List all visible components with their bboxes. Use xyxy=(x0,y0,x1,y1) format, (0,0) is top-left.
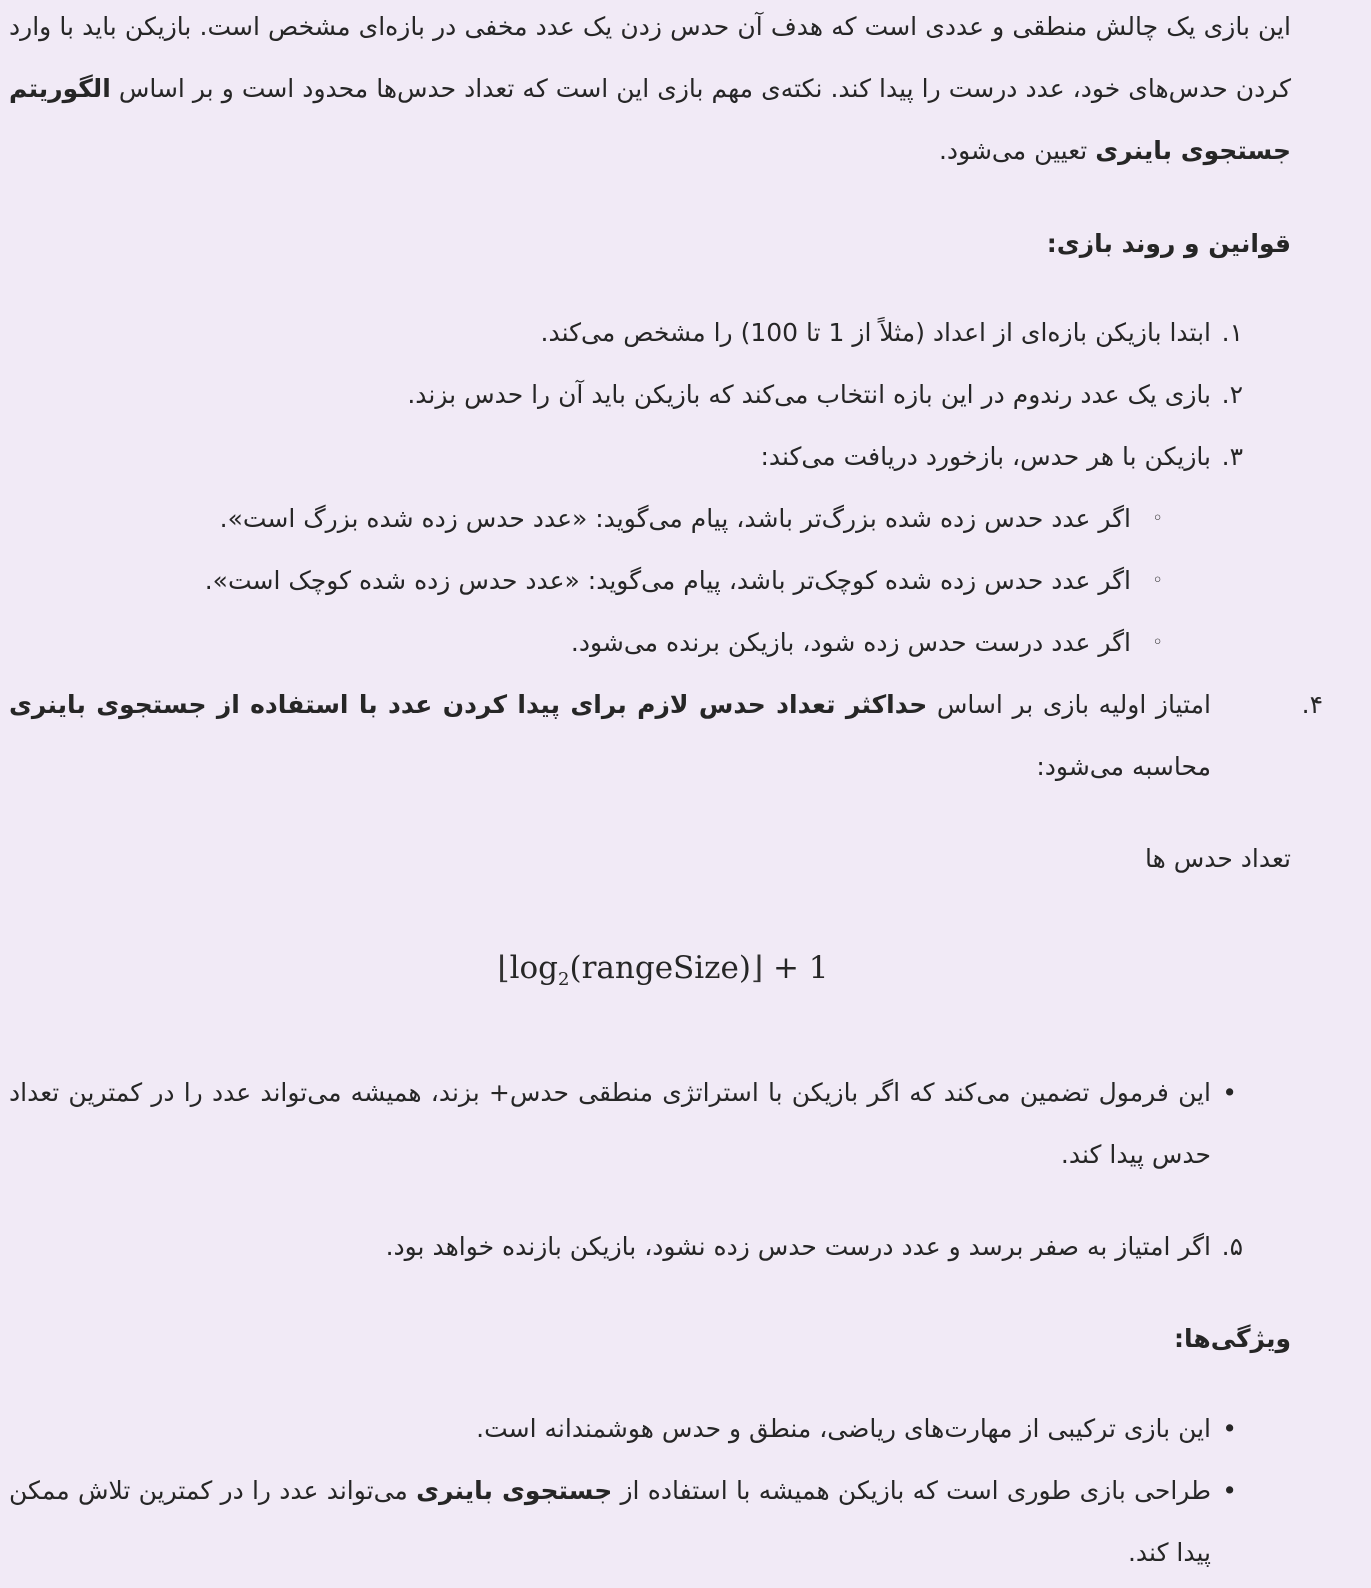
rule-text-1: ابتدا بازیکن بازه‌ای از اعداد (مثلاً از 1 تا 100) را مشخص می‌کند. xyxy=(540,318,1211,347)
feature-text-2-bold: جستجوی باینری xyxy=(416,1476,613,1506)
rule-text-4b: محاسبه می‌شود: xyxy=(1036,752,1211,781)
rule-text-2: بازی یک عدد رندوم در این بازه انتخاب می‌کند که بازیکن باید آن را حدس بزند. xyxy=(407,380,1211,409)
formula-plus-one: + 1 xyxy=(772,950,829,986)
rule-item-1 xyxy=(9,302,1291,364)
feature-item-2 xyxy=(9,1460,1291,1584)
feature-text-2a: طراحی بازی طوری است که بازیکن همیشه با استفاده از xyxy=(612,1476,1211,1506)
feedback-sublist xyxy=(9,488,1291,674)
formula-note-item xyxy=(9,1062,1291,1186)
feedback-item-bigger xyxy=(9,488,1291,550)
guesses-label: تعداد حدس ها xyxy=(1144,844,1291,873)
rule-text-3: بازیکن با هر حدس، بازخورد دریافت می‌کند: xyxy=(760,442,1211,471)
feature-text-1: این بازی ترکیبی از مهارت‌های ریاضی، منطق و حدس هوشمندانه است. xyxy=(476,1414,1211,1444)
rules-heading: قوانین و روند بازی: xyxy=(1046,229,1291,258)
bullet-icon: • xyxy=(1222,1078,1237,1108)
circle-bullet-icon: ◦ xyxy=(1152,508,1163,529)
feature-item-1 xyxy=(9,1398,1291,1460)
intro-text-2: تعیین می‌شود. xyxy=(938,136,1096,165)
feature-text-2b: می‌تواند عدد را در کمترین تلاش ممکن پیدا کند. xyxy=(9,1476,1211,1568)
features-list xyxy=(9,1398,1291,1584)
rule-marker-5: ۵. xyxy=(1221,1232,1243,1262)
rules-list xyxy=(9,302,1323,798)
floor-right-bracket: ⌋ xyxy=(750,950,764,986)
intro-paragraph xyxy=(9,0,1291,182)
feedback-item-correct xyxy=(9,612,1291,674)
formula-log-base: 2 xyxy=(558,969,570,991)
formula-note-list xyxy=(9,1062,1291,1186)
circle-bullet-icon: ◦ xyxy=(1152,570,1163,591)
circle-bullet-icon: ◦ xyxy=(1152,632,1163,653)
rule-marker-4: ۴. xyxy=(1301,690,1323,719)
formula-log: log xyxy=(509,950,559,986)
floor-left-bracket: ⌊ xyxy=(497,950,510,986)
rule-item-2 xyxy=(9,364,1291,426)
rule-text-5: اگر امتیاز به صفر برسد و عدد درست حدس زده نشود، بازیکن بازنده خواهد بود. xyxy=(385,1232,1211,1262)
feedback-item-smaller xyxy=(9,550,1291,612)
guess-count-formula xyxy=(12,938,1294,1010)
feedback-text-smaller: اگر عدد حدس زده شده کوچک‌تر باشد، پیام می‌گوید: «عدد حدس زده شده کوچک است». xyxy=(204,566,1131,595)
feedback-text-bigger: اگر عدد حدس زده شده بزرگ‌تر باشد، پیام می‌گوید: «عدد حدس زده شده بزرگ است». xyxy=(219,504,1131,533)
formula-note-text: این فرمول تضمین می‌کند که اگر بازیکن با استراتژی منطقی حدس+ بزند، همیشه می‌تواند عدد را در کمترین تعداد حدس پیدا کند. xyxy=(9,1078,1211,1170)
feedback-text-correct: اگر عدد درست حدس زده شود، بازیکن برنده می‌شود. xyxy=(570,628,1131,657)
rule-item-4 xyxy=(9,674,1371,798)
document-page xyxy=(9,0,1323,1584)
rules-list-continued xyxy=(9,1216,1291,1278)
rule-item-3 xyxy=(9,426,1291,488)
rule-marker-1: ۱. xyxy=(1221,318,1243,347)
bullet-icon: • xyxy=(1222,1414,1237,1444)
bullet-icon: • xyxy=(1222,1476,1237,1506)
intro-text-1: این بازی یک چالش منطقی و عددی است که هدف آن حدس زدن یک عدد مخفی در بازه‌ای مشخص است. بازیکن باید با وارد کردن حدس‌های خود، عدد درست را پیدا کند. نکته‌ی مهم بازی این است که تعداد حدس‌ها محدود است و بر اساس xyxy=(9,12,1291,103)
rule-item-5 xyxy=(9,1216,1291,1278)
intro-bold-binary-search: الگوریتم جستجوی باینری xyxy=(9,74,1291,165)
rule-text-4-bold: حداکثر تعداد حدس لازم برای پیدا کردن عدد با استفاده از جستجوی باینری xyxy=(9,690,928,719)
rule-text-4a: امتیاز اولیه بازی بر اساس xyxy=(927,690,1211,719)
rule-marker-3: ۳. xyxy=(1221,442,1243,471)
formula-argument: (rangeSize) xyxy=(569,950,751,986)
rule-marker-2: ۲. xyxy=(1221,380,1243,409)
features-heading: ویژگی‌ها: xyxy=(1173,1324,1291,1354)
